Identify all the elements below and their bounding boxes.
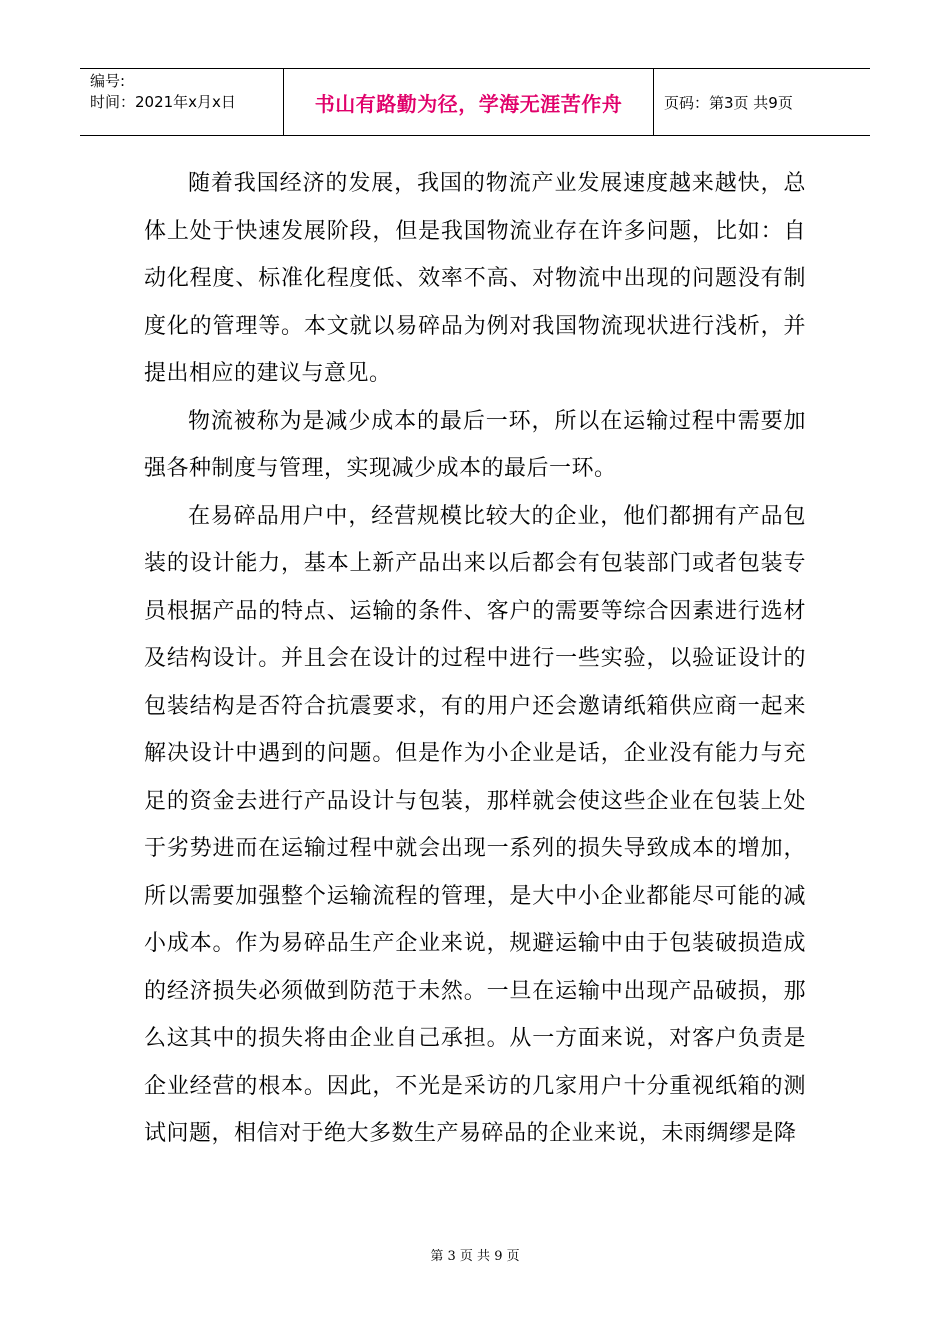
paragraph-3: 在易碎品用户中，经营规模比较大的企业，他们都拥有产品包装的设计能力，基本上新产品出来以后都会有包装部门或者包装专员根据产品的特点、运输的条件、客户的需要等综合因素进行选材及结构设计。并且会在设计的过程中进行一些实验，以验证设计的包装结构是否符合抗震要求，有的用户还会邀请纸箱供应商一起来解决设计中遇到的问题。但是作为小企业是话，企业没有能力与充足的资金去进行产品设计与包装，那样就会使这些企业在包装上处于劣势进而在运输过程中就会出现一系列的损失导致成本的增加，所以需要加强整个运输流程的管理，是大中小企业都能尽可能的减小成本。作为易碎品生产企业来说，规避运输中由于包装破损造成的经济损失必须做到防范于未然。一旦在运输中出现产品破损，那么这其中的损失将由企业自己承担。从一方面来说，对客户负责是企业经营的根本。因此，不光是采访的几家用户十分重视纸箱的测试问题，相信对于绝大多数生产易碎品的企业来说，未雨绸缪是降 — [144, 503, 806, 1146]
page-footer: 第 3 页 共 9 页 — [430, 1249, 520, 1264]
paragraph-1: 随着我国经济的发展，我国的物流产业发展速度越来越快，总体上处于快速发展阶段，但是我国物流业存在许多问题，比如：自动化程度、标准化程度低、效率不高、对物流中出现的问题没有制度化的管理等。本文就以易碎品为例对我国物流现状进行浅析，并提出相应的建议与意见。 — [144, 171, 806, 386]
time-label: 时间：2021年x月x日 — [90, 93, 236, 111]
document-body — [144, 160, 806, 1158]
header-motto: 书山有路勤为径，学海无涯苦作舟 — [284, 69, 654, 135]
header-meta — [80, 69, 284, 135]
code-label: 编号: — [90, 72, 126, 90]
header-page-info: 页码：第3页 共9页 — [664, 93, 793, 112]
paragraph-2: 物流被称为是减少成本的最后一环，所以在运输过程中需要加强各种制度与管理，实现减少成本的最后一环。 — [144, 408, 806, 481]
document-header — [80, 68, 870, 136]
